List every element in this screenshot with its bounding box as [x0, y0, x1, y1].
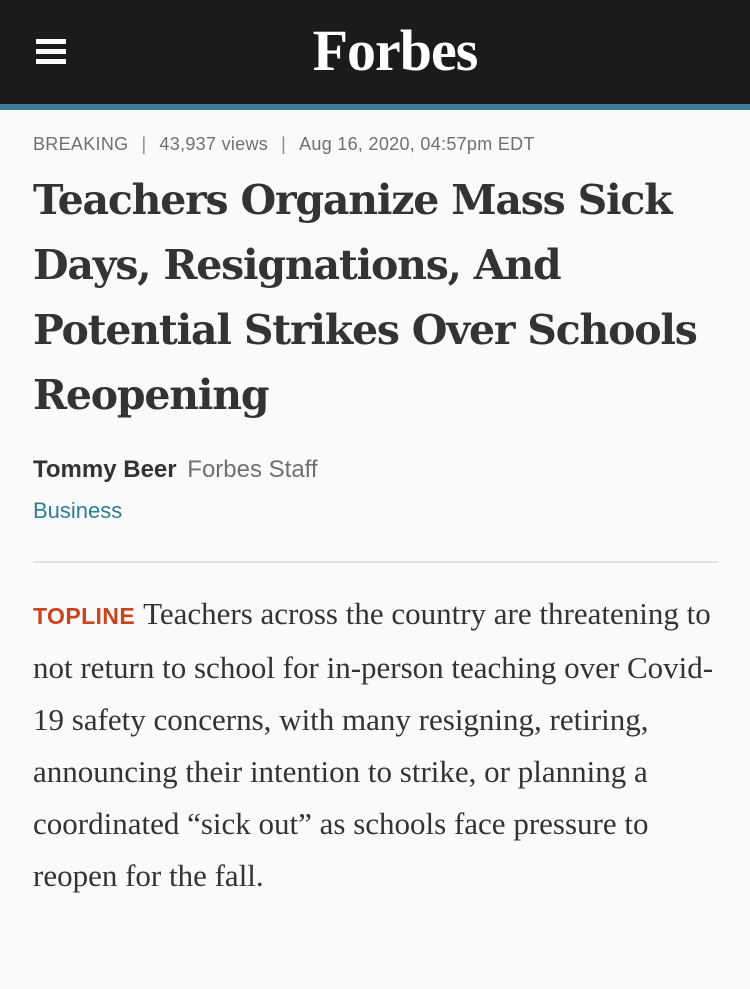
byline: [33, 456, 318, 484]
article-headline: Teachers Organize Mass Sick Days, Resignations, And Potential Strikes Over Schools Reopening: [33, 176, 697, 419]
meta-separator: |: [281, 134, 287, 154]
topline-text: Teachers across the country are threatening to not return to school for in-person teaching over Covid-19 safety concerns, with many resigning, retiring, announcing their intention to strike, or planning a coordinated “sick out” as schools face pressure to reopen for the fall.: [33, 596, 714, 893]
section-link[interactable]: Business: [33, 498, 123, 523]
publish-time: 04:57pm EDT: [420, 134, 535, 154]
author-role: Forbes Staff: [187, 456, 318, 483]
publish-date: Aug 16, 2020,: [299, 134, 416, 154]
forbes-logo[interactable]: Forbes: [312, 18, 478, 83]
view-count: 43,937 views: [159, 134, 269, 154]
header-bar: [0, 0, 750, 104]
topline-paragraph: [33, 588, 723, 902]
topline-label: TOPLINE: [33, 603, 136, 629]
article-meta: [33, 134, 535, 155]
header-accent-line: [0, 104, 750, 110]
content-divider: [33, 561, 718, 563]
author-name[interactable]: Tommy Beer: [33, 456, 177, 483]
breaking-label: BREAKING: [33, 134, 129, 154]
meta-separator: |: [141, 134, 147, 154]
